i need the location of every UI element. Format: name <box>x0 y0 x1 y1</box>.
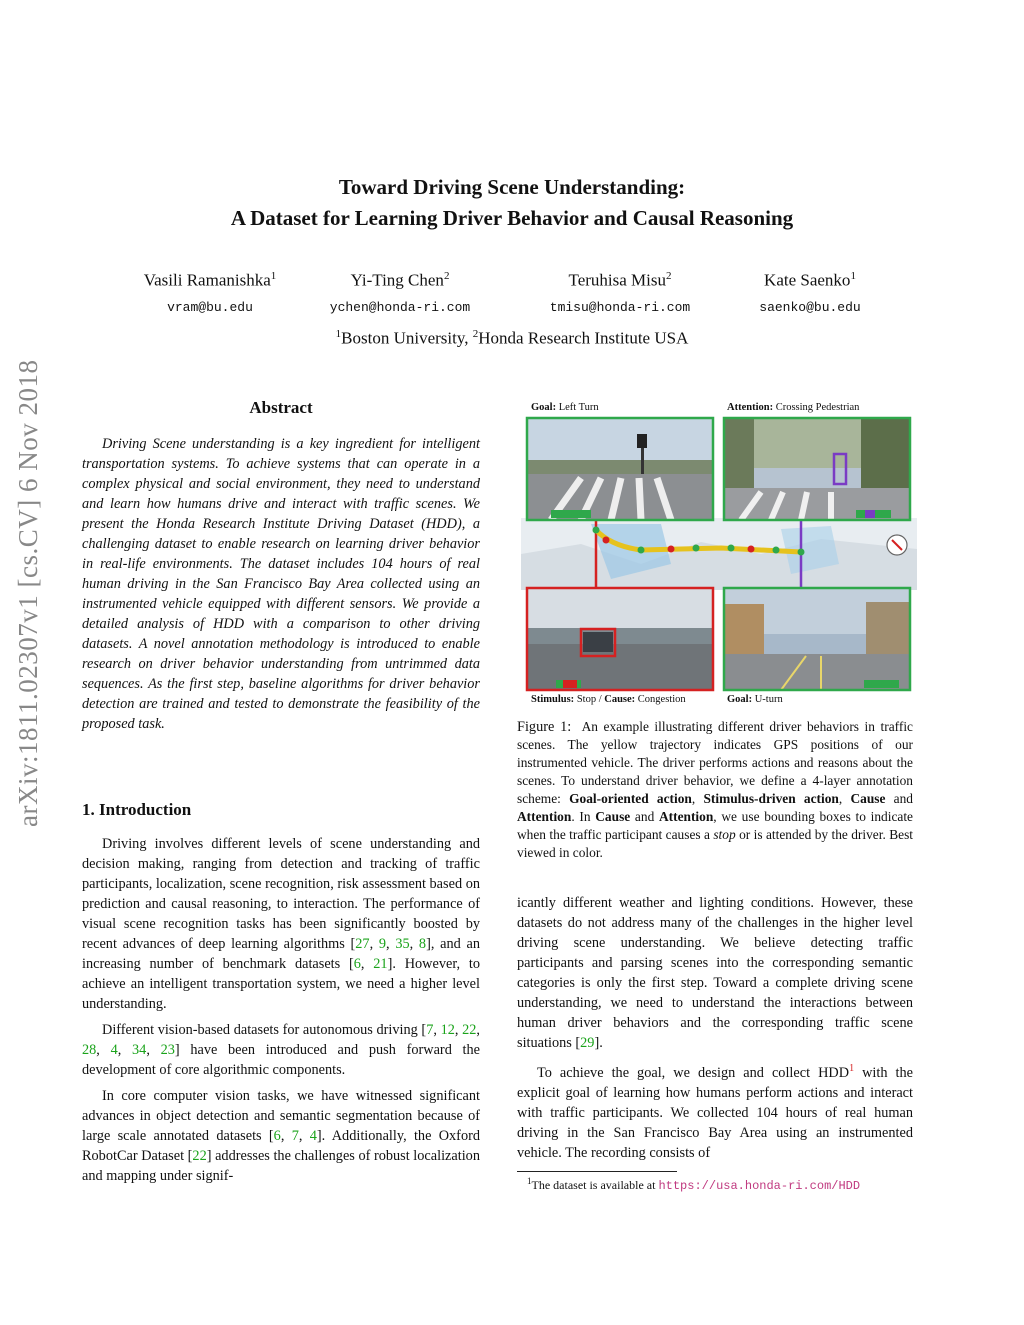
title-line-1: Toward Driving Scene Understanding: <box>338 175 686 199</box>
citation-link[interactable]: 4 <box>309 1128 317 1144</box>
citation-link[interactable]: 35 <box>395 936 410 952</box>
citation-link[interactable]: 34 <box>132 1042 147 1058</box>
traj-dot <box>728 545 735 552</box>
traj-dot <box>668 546 675 553</box>
traj-dot <box>603 537 610 544</box>
intro-heading: 1. Introduction <box>82 800 192 819</box>
footnote-rule <box>517 1171 677 1172</box>
citation-link[interactable]: 4 <box>110 1042 118 1058</box>
citation-link[interactable]: 27 <box>355 936 370 952</box>
footnote-marker[interactable]: 1 <box>849 1063 855 1074</box>
affiliations: $^1$Boston University, $^2$Honda Research Institute USA <box>335 328 689 348</box>
citation-link[interactable]: 7 <box>426 1022 434 1038</box>
traj-dot <box>638 547 645 554</box>
intro-paragraph-3: In core computer vision tasks, we have witnessed significant advances in object detection and semantic segmentation because of large scale annotated datasets [6, 7, 4]. Additionally, the Oxford RobotCar Dataset [22] addresses the challenges of robust localization and mapping under signif- <box>82 1088 480 1184</box>
citation-link[interactable]: 22 <box>192 1148 207 1164</box>
traj-dot <box>593 527 600 534</box>
author-4: Kate Saenko$^1$ <box>764 270 856 290</box>
abstract-paragraph: Driving Scene understanding is a key ingredient for intelligent transportation systems. To achieve systems that can operate in a complex physical and social environment, they need to understand and learn how humans drive and interact with traffic scenes. We present the Honda Research Institute Driving Dataset (HDD), a challenging dataset to enable research on learning driver behavior in real-life environments. The dataset includes 104 hours of real human driving in the San Francisco Bay Area collected using an instrumented vehicle equipped with different sensors. We provide a detailed analysis of HDD with a comparison to other driving datasets. A novel annotation methodology is introduced to enable research on driver behavior understanding from untrimmed data sequences. As the first step, baseline algorithms for driver behavior detection are trained and tested to demonstrate the feasibility of the proposed task. <box>82 436 480 732</box>
citation-link[interactable]: 21 <box>373 956 388 972</box>
traj-dot <box>693 545 700 552</box>
intro-paragraph-2: Different vision-based datasets for autonomous driving [7, 12, 22, 28, 4, 34, 23] have been introduced and push forward the development of core algorithmic components. <box>82 1022 481 1078</box>
author-3: Teruhisa Misu$^2$ <box>568 270 672 290</box>
arxiv-stamp: arXiv:1811.02307v1 [cs.CV] 6 Nov 2018 <box>13 359 43 827</box>
author-2: Yi-Ting Chen$^2$ <box>350 270 450 290</box>
traj-dot <box>798 549 805 556</box>
figure-caption: Figure 1: An example illustrating different driver behaviors in traffic scenes. The yellow trajectory indicates GPS positions of our instrumented vehicle. The driver performs actions and reasons about the scenes. To understand driver behavior, we define a 4-layer annotation scheme: Goal-oriented action, Stimulus-driven action, Cause and Attention. In Cause and Attention, we use bounding boxes to indicate when the traffic participant causes a stop or is attended by the driver. Best viewed in color. <box>517 719 914 860</box>
traj-dot <box>773 547 780 554</box>
citation-link[interactable]: 7 <box>291 1128 299 1144</box>
footnote: $^1$The dataset is available at https://usa.honda-ri.com/HDD <box>527 1176 861 1193</box>
fig-label-top-left: Goal: Left Turn <box>531 402 599 413</box>
author-2-email: ychen@honda-ri.com <box>329 300 471 315</box>
intro-paragraph-4: icantly different weather and lighting conditions. However, these datasets do not address many of the challenges in the higher level driving scene understanding. We believe detecting traffic participants and parsing scenes into the corresponding semantic categories is only the first step. Toward a complete driving scene understanding, we need to understand the interactions between human driver behaviors and the corresponding traffic scene situations [29]. <box>517 895 913 1051</box>
citation-link[interactable]: 8 <box>418 936 427 952</box>
paper-title <box>0 172 1024 234</box>
citation-link[interactable]: 29 <box>580 1035 595 1051</box>
fig-label-top-right: Attention: Crossing Pedestrian <box>727 402 860 413</box>
citation-link[interactable]: 6 <box>273 1128 281 1144</box>
intro-paragraph-5: To achieve the goal, we design and collect HDD$^1$ with the explicit goal of learning how humans perform actions and interact with traffic participants. We collected 104 hours of real human driving in the San Francisco Bay Area using an instrumented vehicle. The recording consists of <box>517 1063 913 1161</box>
fig-label-bottom-left: Stimulus: Stop / Cause: Congestion <box>531 694 686 705</box>
intro-right-column <box>517 893 913 1169</box>
abstract-heading: Abstract <box>249 398 313 417</box>
author-1: Vasili Ramanishka$^1$ <box>143 270 277 290</box>
dataset-url-link[interactable]: https://usa.honda-ri.com/HDD <box>658 1179 861 1193</box>
figure-1-illustration <box>521 414 917 696</box>
abstract-body <box>82 434 480 734</box>
author-3-email: tmisu@honda-ri.com <box>549 300 691 315</box>
citation-link[interactable]: 28 <box>82 1042 97 1058</box>
citation-link[interactable]: 12 <box>440 1022 455 1038</box>
citation-link[interactable]: 6 <box>353 956 361 972</box>
citation-link[interactable]: 22 <box>462 1022 477 1038</box>
author-4-email: saenko@bu.edu <box>759 300 861 315</box>
traj-dot <box>748 546 755 553</box>
intro-paragraph-1: Driving involves different levels of scene understanding and decision making, ranging from detection and tracking of traffic participants, localization, scene recognition, risk assessment based on prediction and causal reasoning, to interaction. The performance of visual scene recognition tasks has been significantly boosted by recent advances of deep learning algorithms [27, 9, 35, 8], and an increasing number of benchmark datasets [6, 21]. However, to achieve an intelligent transportation system, we need a higher level understanding. <box>82 836 480 1012</box>
panel-crossing-pedestrian <box>724 418 910 520</box>
citation-link[interactable]: 23 <box>160 1042 175 1058</box>
intro-left-column <box>82 834 480 1192</box>
panel-left-turn <box>527 418 713 520</box>
panel-stop-congestion <box>527 588 713 690</box>
panel-u-turn <box>724 588 910 690</box>
fig-label-bottom-right: Goal: U-turn <box>727 694 783 705</box>
author-1-email: vram@bu.edu <box>167 300 253 315</box>
citation-link[interactable]: 9 <box>378 936 387 952</box>
title-line-2: A Dataset for Learning Driver Behavior and Causal Reasoning <box>230 206 794 230</box>
